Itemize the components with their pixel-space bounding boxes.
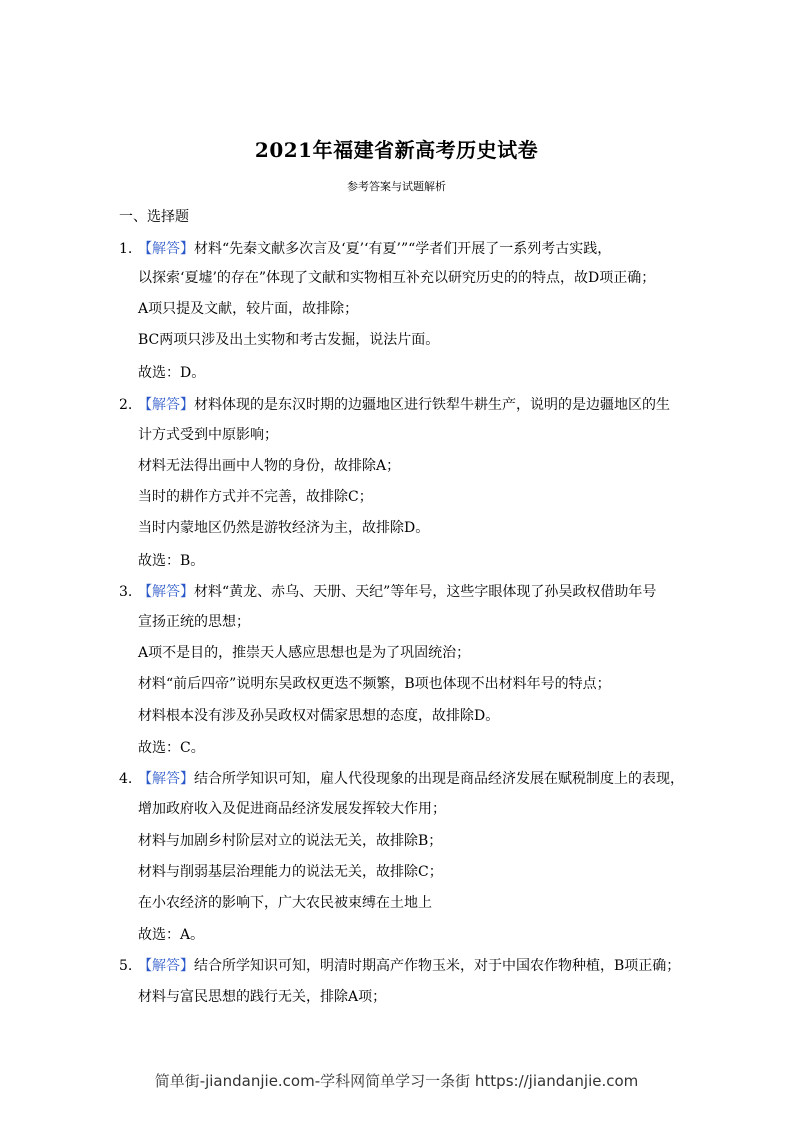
- answer-line: 计方式受到中原影响；: [138, 427, 278, 443]
- answer-tag: 【解答】: [138, 958, 194, 974]
- question-first-line: 【解答】材料体现的是东汉时期的边疆地区进行铁犁牛耕生产，说明的是边疆地区的生: [138, 397, 670, 413]
- answer-line: 故选：A。: [138, 927, 205, 943]
- answer-line: 以探索‘夏墟’的存在”体现了文献和实物相互补充以研究历史的的特点，故D项正确；: [138, 270, 656, 286]
- answer-line: 材料“前后四帝”说明东吴政权更迭不频繁，B项也体现不出材料年号的特点；: [138, 676, 611, 692]
- answer-line: 当时的耕作方式并不完善，故排除C；: [138, 489, 373, 505]
- question-number: 5.: [119, 958, 133, 974]
- page-footer: 简单街-jiandanjie.com-学科网简单学习一条街 https://jiandanjie.com: [154, 1072, 639, 1090]
- answer-line: 材料无法得出画中人物的身份，故排除A；: [138, 458, 401, 474]
- answer-line: 宣扬正统的思想；: [138, 614, 250, 630]
- page-subtitle: 参考答案与试题解析: [347, 180, 446, 193]
- answer-line: 材料根本没有涉及孙吴政权对儒家思想的态度，故排除D。: [138, 708, 500, 724]
- answer-line: 故选：C。: [138, 740, 205, 756]
- answer-tag: 【解答】: [138, 771, 194, 787]
- answer-tag: 【解答】: [138, 584, 194, 600]
- question-first-line: 【解答】结合所学知识可知，明清时期高产作物玉米，对于中国农作物种植，B项正确；: [138, 958, 681, 974]
- answer-line: 材料与削弱基层治理能力的说法无关，故排除C；: [138, 864, 443, 880]
- answer-line: 材料与富民思想的践行无关，排除A项；: [138, 989, 387, 1005]
- answer-line: 增加政府收入及促进商品经济发展发挥较大作用；: [138, 801, 446, 817]
- answer-line: BC两项只涉及出土实物和考古发掘，说法片面。: [138, 332, 440, 348]
- question-first-line: 【解答】结合所学知识可知，雇人代役现象的出现是商品经济发展在赋税制度上的表现，: [138, 771, 684, 787]
- question-number: 1.: [119, 241, 133, 257]
- answer-line: 材料与加剧乡村阶层对立的说法无关，故排除B；: [138, 833, 443, 849]
- answer-line: A项只提及文献，较片面，故排除；: [138, 301, 359, 317]
- answer-line: 故选：B。: [138, 553, 205, 569]
- answer-tag: 【解答】: [138, 397, 194, 413]
- page-title: 2021年福建省新高考历史试卷: [254, 138, 539, 162]
- answer-line: 当时内蒙地区仍然是游牧经济为主，故排除D。: [138, 520, 430, 536]
- answer-line: 故选：D。: [138, 365, 206, 381]
- answer-line: A项不是目的，推崇天人感应思想也是为了巩固统治；: [138, 645, 471, 661]
- answer-tag: 【解答】: [138, 241, 194, 257]
- question-number: 3.: [119, 584, 133, 600]
- question-number: 2.: [119, 397, 133, 413]
- answer-line: 在小农经济的影响下，广大农民被束缚在土地上: [138, 895, 432, 911]
- question-first-line: 【解答】材料“黄龙、赤乌、天册、天纪”等年号，这些字眼体现了孙吴政权借助年号: [138, 584, 657, 600]
- section-heading: 一、选择题: [119, 209, 189, 225]
- question-first-line: 【解答】材料“先秦文献多次言及‘夏’‘有夏’”“学者们开展了一系列考古实践，: [138, 241, 612, 257]
- question-number: 4.: [119, 771, 133, 787]
